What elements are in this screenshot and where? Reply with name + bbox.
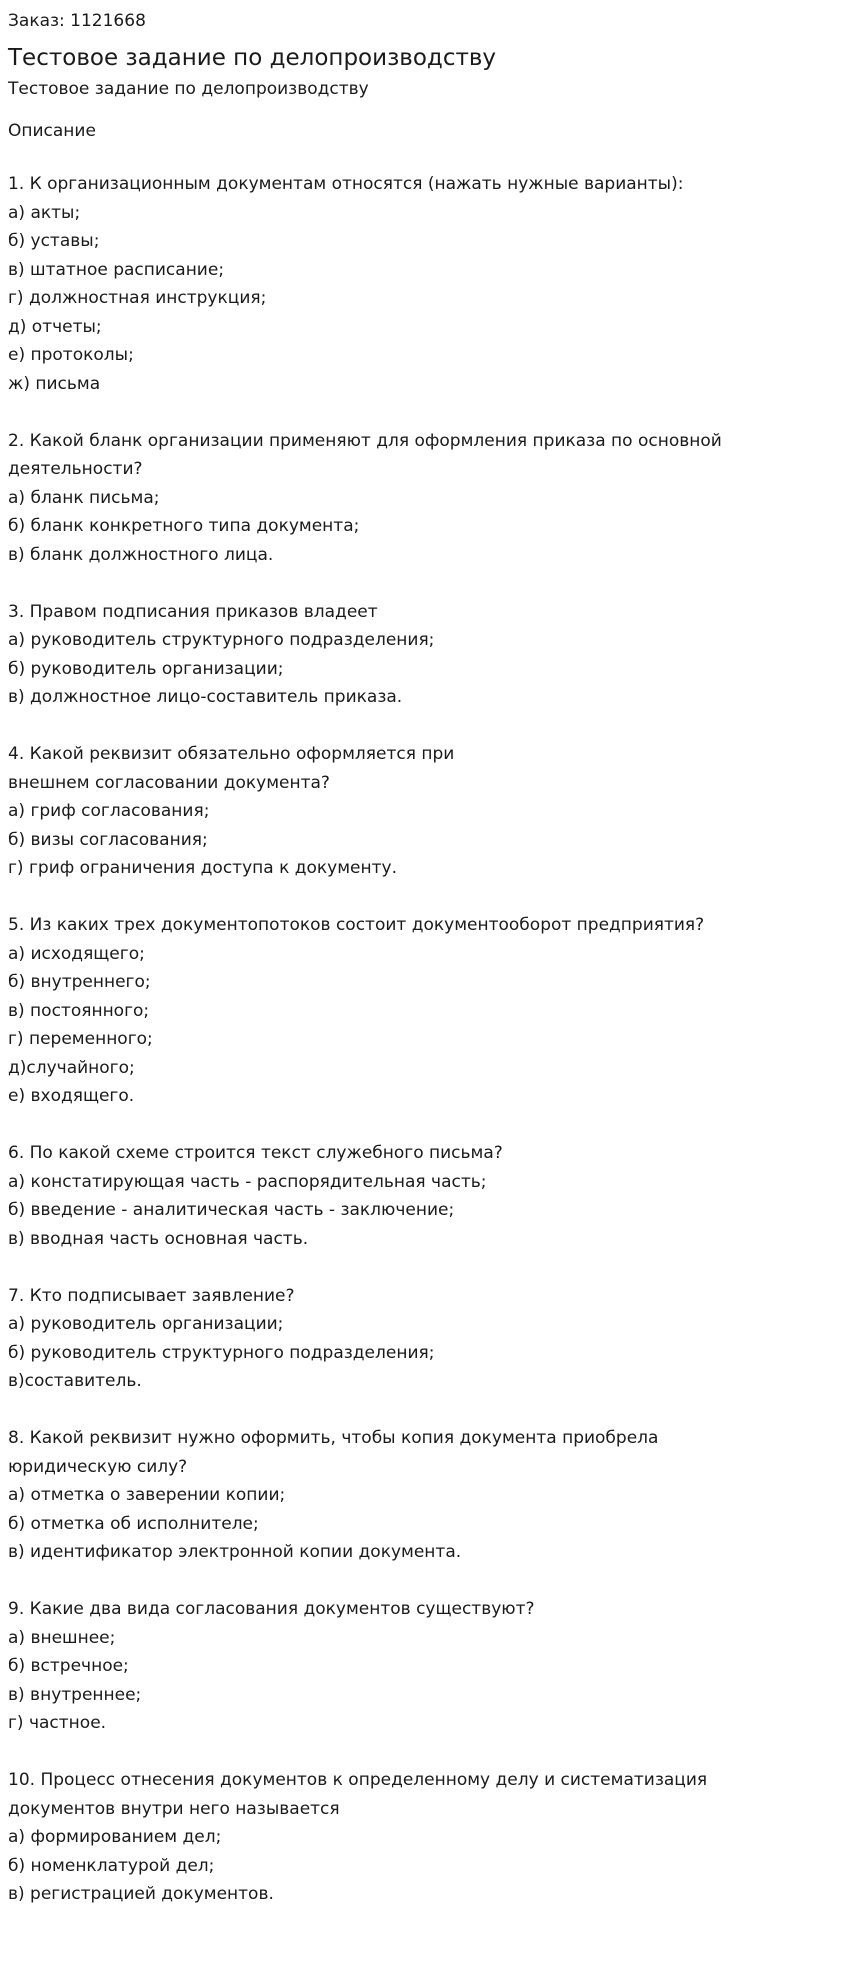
answer-option: а) исходящего;: [8, 943, 145, 964]
answer-option: а) внешнее;: [8, 1627, 116, 1648]
answer-option: а) руководитель организации;: [8, 1314, 284, 1334]
question-block: [8, 1282, 839, 1396]
answer-option: б) введение - аналитическая часть - заключение;: [8, 1200, 455, 1220]
answer-option: г) должностная инструкция;: [8, 288, 267, 308]
question-text: 5. Из каких трех документопотоков состоит документооборот предприятия?: [8, 915, 705, 935]
answer-option: д)случайного;: [8, 1057, 135, 1078]
question-text: 9. Какие два вида согласования документов существуют?: [8, 1599, 535, 1619]
answer-option: а) гриф согласования;: [8, 801, 210, 821]
question-block: [8, 740, 839, 883]
question-block: [8, 598, 839, 712]
answer-option: е) протоколы;: [8, 345, 134, 365]
question-block: [8, 1139, 839, 1253]
answer-option: в) регистрацией документов.: [8, 1884, 274, 1904]
answer-option: внешнем согласовании документа?: [8, 772, 330, 793]
question-block: [8, 427, 839, 570]
answer-option: в) внутреннее;: [8, 1684, 142, 1705]
answer-option: е) входящего.: [8, 1086, 135, 1106]
answer-option: в) постоянного;: [8, 1000, 150, 1021]
answer-option: а) руководитель структурного подразделения;: [8, 630, 435, 650]
answer-option: а) формированием дел;: [8, 1827, 222, 1847]
answer-option: а) констатирующая часть - распорядительная часть;: [8, 1171, 487, 1192]
answer-option: г) переменного;: [8, 1029, 153, 1049]
question-block: [8, 1424, 839, 1567]
answer-option: а) акты;: [8, 202, 81, 223]
answer-option: б) руководитель структурного подразделения;: [8, 1342, 435, 1363]
question-text: 8. Какой реквизит нужно оформить, чтобы копия документа приобрела: [8, 1428, 659, 1448]
answer-option: б) отметка об исполнителе;: [8, 1513, 259, 1534]
answer-option: ж) письма: [8, 373, 101, 394]
answer-option: а) бланк письма;: [8, 487, 160, 508]
answer-option: б) бланк конкретного типа документа;: [8, 516, 360, 536]
answer-option: г) частное.: [8, 1713, 107, 1733]
answer-option: юридическую силу?: [8, 1456, 188, 1477]
order-number: Заказ: 1121668: [8, 11, 146, 31]
answer-option: документов внутри него называется: [8, 1798, 340, 1819]
question-block: [8, 1595, 839, 1738]
question-text: 10. Процесс отнесения документов к определенному делу и систематизация: [8, 1770, 708, 1790]
question-block: [8, 911, 839, 1111]
description-label: Описание: [8, 121, 96, 141]
answer-option: б) номенклатурой дел;: [8, 1855, 215, 1876]
answer-option: г) гриф ограничения доступа к документу.: [8, 858, 397, 878]
answer-option: б) встречное;: [8, 1656, 129, 1676]
answer-option: д) отчеты;: [8, 316, 102, 337]
answer-option: в) вводная часть основная часть.: [8, 1228, 309, 1249]
question-block: [8, 1766, 839, 1909]
answer-option: в) бланк должностного лица.: [8, 544, 274, 565]
answer-option: б) уставы;: [8, 231, 100, 251]
questions-list: [8, 170, 839, 1909]
answer-option: в)составитель.: [8, 1371, 142, 1391]
question-text: 6. По какой схеме строится текст служебного письма?: [8, 1143, 503, 1163]
question-text: 1. К организационным документам относятся (нажать нужные варианты):: [8, 174, 684, 194]
page-subtitle: Тестовое задание по делопроизводству: [8, 79, 369, 99]
question-text: 2. Какой бланк организации применяют для оформления приказа по основной: [8, 430, 722, 451]
question-text: 7. Кто подписывает заявление?: [8, 1285, 295, 1306]
question-block: [8, 170, 839, 398]
answer-option: в) штатное расписание;: [8, 259, 225, 280]
answer-option: деятельности?: [8, 459, 143, 479]
answer-option: в) должностное лицо-составитель приказа.: [8, 687, 403, 707]
answer-option: б) визы согласования;: [8, 829, 208, 850]
question-text: 3. Правом подписания приказов владеет: [8, 601, 378, 622]
answer-option: а) отметка о заверении копии;: [8, 1485, 286, 1505]
answer-option: б) руководитель организации;: [8, 658, 284, 679]
answer-option: в) идентификатор электронной копии документа.: [8, 1542, 462, 1562]
page-title: Тестовое задание по делопроизводству: [8, 45, 497, 71]
answer-option: б) внутреннего;: [8, 972, 151, 992]
question-text: 4. Какой реквизит обязательно оформляется при: [8, 744, 455, 764]
